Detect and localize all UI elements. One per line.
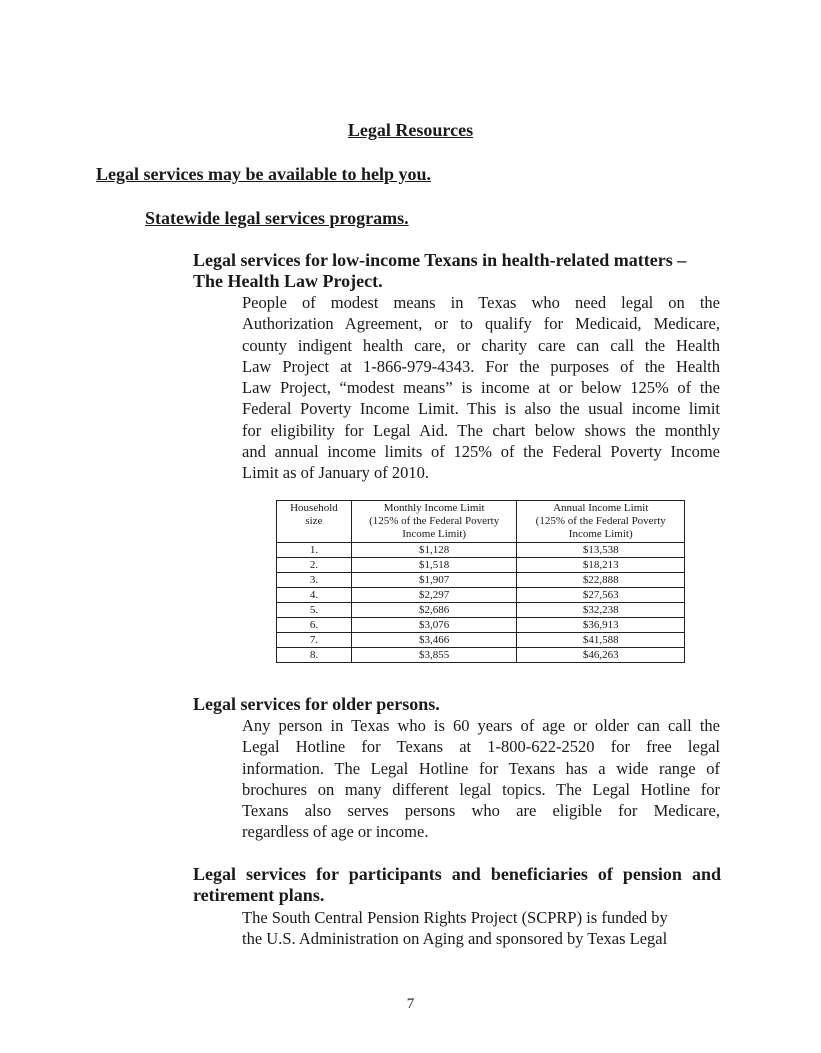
text-line: and annual income limits of 125% of the Federal Poverty Income	[242, 442, 720, 462]
text-line: information. The Legal Hotline for Texans has a wide range of	[242, 758, 720, 778]
health-law-project-paragraph	[242, 292, 720, 484]
monthly-limit-cell: $3,855	[351, 648, 517, 663]
text-line: Federal Poverty Income Limit. This is also the usual income limit	[242, 399, 720, 419]
table-header-row	[277, 501, 685, 543]
text-line: Texans also serves persons who are eligible for Medicare,	[242, 801, 720, 821]
table-row	[277, 573, 685, 588]
table-row	[277, 558, 685, 573]
heading-health-law-project	[193, 250, 721, 292]
household-size-cell: 7.	[277, 633, 352, 648]
header-monthly-income-limit	[351, 501, 517, 543]
monthly-limit-cell: $1,128	[351, 543, 517, 558]
text-line: Limit as of January of 2010.	[242, 463, 429, 483]
income-limit-table	[276, 500, 685, 663]
annual-limit-cell: $27,563	[517, 588, 685, 603]
annual-limit-cell: $22,888	[517, 573, 685, 588]
table-row	[277, 543, 685, 558]
household-size-cell: 8.	[277, 648, 352, 663]
monthly-limit-cell: $2,686	[351, 603, 517, 618]
annual-limit-cell: $41,588	[517, 633, 685, 648]
monthly-limit-cell: $1,907	[351, 573, 517, 588]
annual-limit-cell: $13,538	[517, 543, 685, 558]
heading-pension-retirement	[193, 864, 721, 906]
text-line: county indigent health care, or charity care can call the Health	[242, 335, 720, 355]
header-text: (125% of the Federal Poverty	[369, 515, 500, 527]
table-row	[277, 588, 685, 603]
text-line: Law Project, “modest means” is income at or below 125% of the	[242, 378, 720, 398]
header-text: size	[305, 515, 323, 527]
text-line: Legal Hotline for Texans at 1-800-622-2520 for free legal	[242, 737, 720, 757]
text-line: regardless of age or income.	[242, 822, 429, 842]
table-row	[277, 633, 685, 648]
header-text: Household	[290, 502, 338, 514]
annual-limit-cell: $46,263	[517, 648, 685, 663]
header-text: (125% of the Federal Poverty	[535, 515, 666, 527]
household-size-cell: 6.	[277, 618, 352, 633]
heading-line: retirement plans.	[193, 885, 325, 905]
text-line: for eligibility for Legal Aid. The chart below shows the monthly	[242, 420, 720, 440]
section-heading-legal-services: Legal services may be available to help you.	[96, 164, 431, 184]
table-row	[277, 618, 685, 633]
heading-line: Legal services for low-income Texans in health-related matters –	[193, 250, 687, 270]
household-size-cell: 2.	[277, 558, 352, 573]
header-text: Income Limit)	[402, 528, 467, 540]
annual-limit-cell: $32,238	[517, 603, 685, 618]
monthly-limit-cell: $3,076	[351, 618, 517, 633]
monthly-limit-cell: $1,518	[351, 558, 517, 573]
header-household-size	[277, 501, 352, 543]
heading-line: Legal services for older persons.	[193, 694, 440, 714]
annual-limit-cell: $36,913	[517, 618, 685, 633]
subheading-statewide-programs: Statewide legal services programs.	[145, 208, 409, 228]
page-title: Legal Resources	[347, 120, 474, 140]
older-persons-paragraph	[242, 715, 720, 843]
text-line: brochures on many different legal topics. The Legal Hotline for	[242, 779, 720, 799]
household-size-cell: 1.	[277, 543, 352, 558]
text-line: Authorization Agreement, or to qualify for Medicaid, Medicare,	[242, 314, 720, 334]
monthly-limit-cell: $3,466	[351, 633, 517, 648]
heading-older-persons	[193, 694, 721, 715]
header-text: Income Limit)	[568, 528, 633, 540]
household-size-cell: 4.	[277, 588, 352, 603]
text-line: People of modest means in Texas who need legal on the	[242, 293, 720, 312]
heading-line: The Health Law Project.	[193, 271, 383, 291]
header-text: Monthly Income Limit	[383, 502, 485, 514]
household-size-cell: 5.	[277, 603, 352, 618]
heading-line: Legal services for participants and beneficiaries of pension and	[193, 864, 721, 884]
household-size-cell: 3.	[277, 573, 352, 588]
table-row	[277, 648, 685, 663]
text-line: Any person in Texas who is 60 years of age or older can call the	[242, 716, 720, 735]
text-line: the U.S. Administration on Aging and sponsored by Texas Legal	[242, 929, 668, 949]
text-line: The South Central Pension Rights Project (SCPRP) is funded by	[242, 908, 668, 927]
table-row	[277, 603, 685, 618]
monthly-limit-cell: $2,297	[351, 588, 517, 603]
header-annual-income-limit	[517, 501, 685, 543]
page-number: 7	[406, 996, 415, 1012]
annual-limit-cell: $18,213	[517, 558, 685, 573]
text-line: Law Project at 1-866-979-4343. For the purposes of the Health	[242, 356, 720, 376]
header-text: Annual Income Limit	[553, 502, 649, 514]
pension-paragraph	[242, 907, 720, 950]
